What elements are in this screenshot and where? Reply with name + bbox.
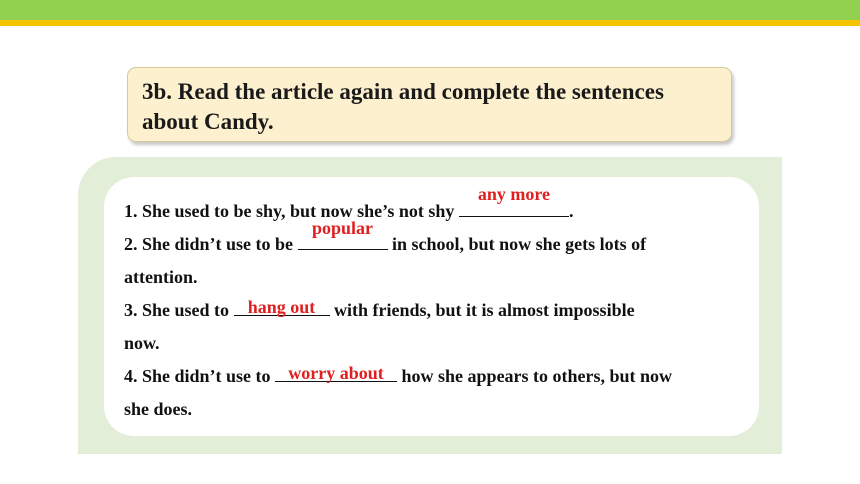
sentence-2-continuation: attention. [124, 267, 198, 287]
sentence-2-text-before: 2. She didn’t use to be [124, 234, 298, 254]
sentence-4-continuation: she does. [124, 399, 193, 419]
top-yellow-stripe [0, 20, 860, 26]
sentences-card [104, 177, 759, 436]
sentence-4-blank [275, 361, 397, 382]
sentence-1-text-before: 1. She used to be shy, but now she’s not shy [124, 201, 459, 221]
exercise-title-box [127, 67, 732, 142]
sentence-4 [124, 360, 751, 393]
sentence-3-answer: hang out [247, 297, 316, 317]
exercise-title-line-2: about Candy. [142, 109, 274, 134]
sentence-3-continuation: now. [124, 333, 160, 353]
sentence-1-blank [459, 184, 569, 217]
sentence-4-text-before: 4. She didn’t use to [124, 366, 276, 386]
sentence-2-blank [298, 218, 388, 250]
sentence-1-answer: any more [477, 184, 551, 204]
sentence-4-text-after: how she appears to others, but now [397, 366, 673, 386]
sentence-2-text-after: in school, but now she gets lots of [387, 234, 647, 254]
sentence-2 [124, 218, 751, 261]
exercise-title-line-1: 3b. Read the article again and complete the sentences [142, 79, 664, 104]
sentence-2-answer: popular [312, 218, 374, 238]
sentence-4-answer: worry about [288, 363, 384, 383]
top-green-bar [0, 0, 860, 20]
sentence-3-blank [234, 295, 330, 316]
sentence-1-text-after: . [568, 201, 574, 221]
sentence-3-text-after: with friends, but it is almost impossible [329, 300, 635, 320]
sentence-3 [124, 294, 751, 327]
sentence-3-text-before: 3. She used to [124, 300, 234, 320]
sentence-1 [124, 184, 751, 228]
